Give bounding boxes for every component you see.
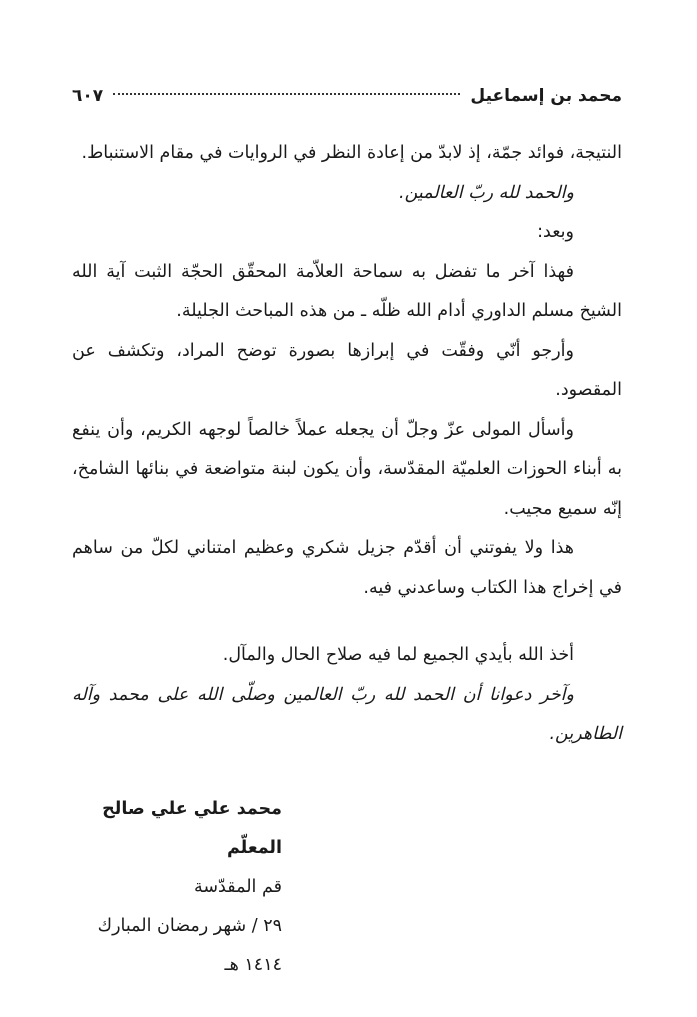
- paragraph-2: والحمد لله ربّ العالمين.: [399, 182, 574, 203]
- paragraph-8: أخذ الله بأيدي الجميع لما فيه صلاح الحال والمآل.: [222, 645, 574, 665]
- header-leader-dots: [113, 93, 460, 95]
- running-title: محمد بن إسماعيل: [470, 86, 622, 106]
- paragraph-6: وأسأل المولى عزّ وجلّ أن يجعله عملاً خالصاً لوجهه الكريم، وأن ينفع به أبناء الحوزات العلميّة المقدّسة، وأن يكون لبنة متواضعة في بنائها الشامخ، إنّه سميع مجيب.: [72, 419, 622, 519]
- signature-year: ١٤١٤ هـ: [224, 955, 282, 975]
- signature-place: قم المقدّسة: [194, 877, 282, 897]
- paragraph-7: هذا ولا يفوتني أن أقدّم جزيل شكري وعظيم امتناني لكلّ من ساهم في إخراج هذا الكتاب وساعدني فيه.: [72, 538, 622, 598]
- signature-date: ٢٩ / شهر رمضان المبارك: [97, 916, 282, 936]
- paragraph-1: النتيجة، فوائد جمّة، إذ لابدّ من إعادة النظر في الروايات في مقام الاستنباط.: [81, 143, 622, 163]
- body-text: [72, 134, 622, 755]
- paragraph-3: وبعد:: [537, 222, 574, 242]
- paragraph-4: فهذا آخر ما تفضل به سماحة العلاّمة المحقّق الحجّة الثبت آية الله الشيخ مسلم الداوري أدام الله ظلّه ـ من هذه المباحث الجليلة.: [72, 261, 622, 321]
- signature-block: [62, 790, 282, 985]
- paragraph-9: وآخر دعوانا أن الحمد لله ربّ العالمين وصلّى الله على محمد وآله الطاهرين.: [72, 684, 622, 744]
- paragraph-gap: [72, 608, 622, 636]
- paragraph-5: وأرجو أنّي وفقّت في إبرازها بصورة توضح المراد، وتكشف عن المقصود.: [72, 340, 622, 400]
- running-header: [72, 86, 622, 116]
- page-number: ٦٠٧: [72, 86, 104, 106]
- signature-name: محمد علي علي صالح المعلّم: [102, 799, 282, 858]
